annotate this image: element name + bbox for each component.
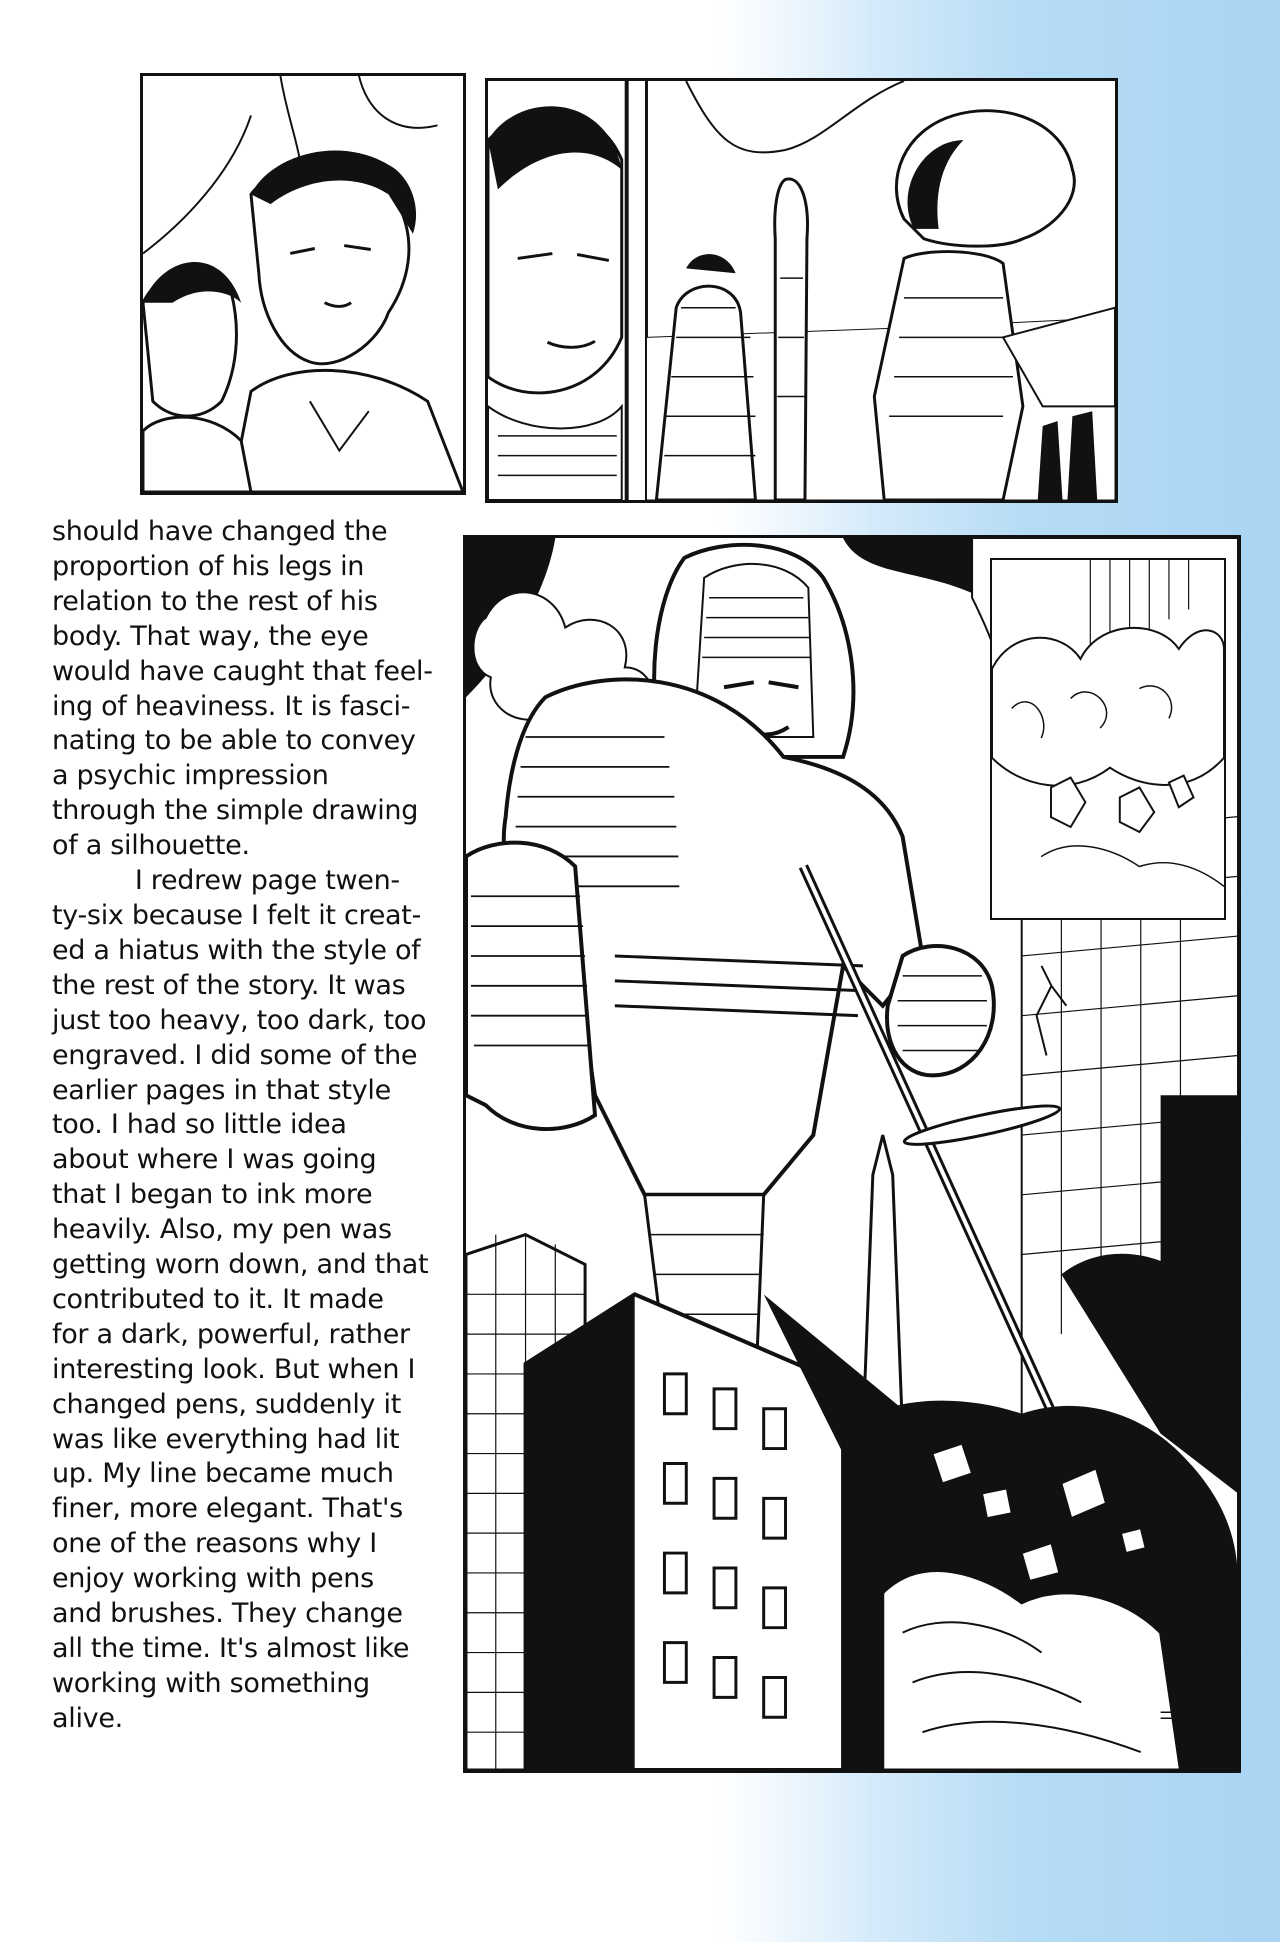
text-line: should have changed the: [52, 516, 388, 547]
text-line: up. My line became much: [52, 1458, 394, 1490]
text-line: I redrew page twen-: [52, 865, 400, 897]
inset-art: [992, 560, 1224, 918]
comic-panel-couple: [140, 73, 466, 495]
text-line: proportion of his legs in: [52, 550, 365, 582]
text-line: a psychic impression: [52, 760, 329, 792]
text-line: the rest of the story. It was: [52, 969, 406, 1001]
text-line: through the simple drawing: [52, 795, 419, 827]
text-line: earlier pages in that style: [52, 1074, 391, 1106]
text-line: was like everything had lit: [52, 1423, 400, 1455]
text-line: engraved. I did some of the: [52, 1039, 418, 1071]
article-body-text: [52, 515, 464, 1737]
text-line: ing of heaviness. It is fasci-: [52, 690, 411, 722]
text-line: one of the reasons why I: [52, 1528, 377, 1560]
text-line: finer, more elegant. That's: [52, 1493, 403, 1525]
text-line: working with something: [52, 1667, 370, 1699]
text-line: ty-six because I felt it creat-: [52, 899, 422, 931]
comic-inset-panel-explosion: [990, 558, 1226, 920]
text-line: about where I was going: [52, 1144, 377, 1176]
text-line: nating to be able to convey: [52, 725, 416, 757]
panel-1-art: [143, 76, 463, 492]
text-line: and brushes. They change: [52, 1598, 403, 1630]
text-line: enjoy working with pens: [52, 1563, 374, 1595]
comic-panel-street: [485, 78, 1118, 503]
panel-2-art: [488, 81, 1115, 500]
text-line: all the time. It's almost like: [52, 1633, 410, 1664]
text-line: ed a hiatus with the style of: [52, 934, 421, 966]
text-line: heavily. Also, my pen was: [52, 1214, 392, 1246]
text-line: of a silhouette.: [52, 830, 250, 862]
text-line: for a dark, powerful, rather: [52, 1318, 410, 1350]
text-line: contributed to it. It made: [52, 1283, 384, 1315]
text-line: body. That way, the eye: [52, 620, 369, 652]
text-line: too. I had so little idea: [52, 1109, 347, 1141]
text-line: just too heavy, too dark, too: [52, 1004, 427, 1036]
text-line: that I began to ink more: [52, 1179, 373, 1211]
text-line: changed pens, suddenly it: [52, 1388, 402, 1420]
text-line: relation to the rest of his: [52, 585, 378, 617]
text-line: getting worn down, and that: [52, 1249, 429, 1281]
text-line: interesting look. But when I: [52, 1353, 416, 1385]
text-line: would have caught that feel-: [52, 655, 433, 687]
text-line: alive.: [52, 1702, 123, 1734]
